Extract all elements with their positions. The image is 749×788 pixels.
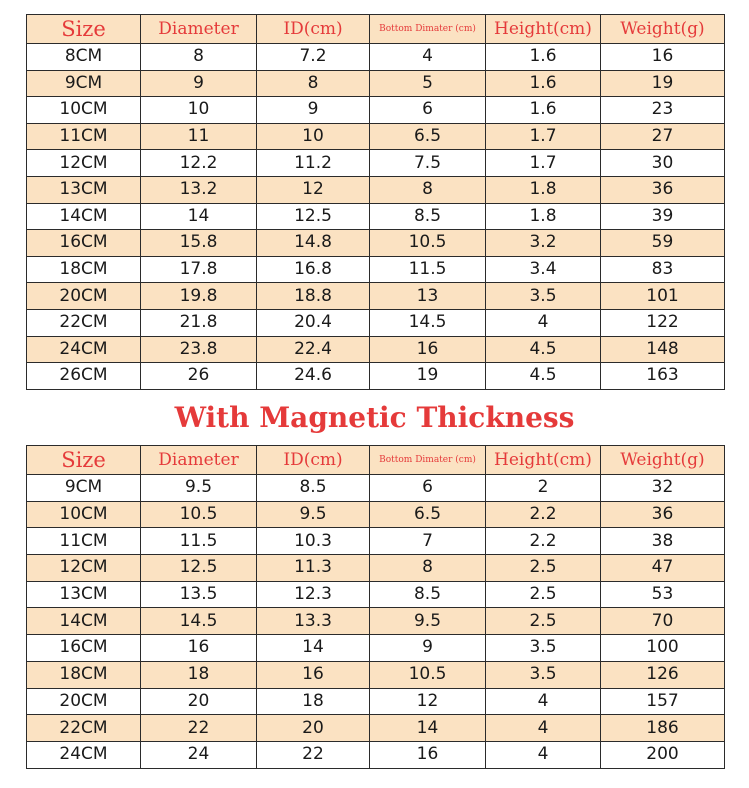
cell-height: 1.7 [486,150,601,177]
cell-height: 2.5 [486,555,601,582]
cell-diameter: 13.5 [141,581,257,608]
cell-size: 16CM [27,230,141,257]
cell-id: 11.2 [257,150,370,177]
cell-bottom-diameter: 14.5 [370,309,486,336]
cell-size: 11CM [27,123,141,150]
cell-height: 3.5 [486,635,601,662]
cell-diameter: 12.2 [141,150,257,177]
cell-height: 4 [486,715,601,742]
cell-height: 2.5 [486,581,601,608]
cell-id: 16.8 [257,256,370,283]
cell-bottom-diameter: 14 [370,715,486,742]
table-row [27,283,725,310]
cell-height: 1.6 [486,44,601,71]
cell-diameter: 8 [141,44,257,71]
header-id: ID(cm) [257,446,370,475]
cell-weight: 36 [601,176,725,203]
cell-height: 1.6 [486,70,601,97]
cell-weight: 47 [601,555,725,582]
cell-bottom-diameter: 5 [370,70,486,97]
cell-bottom-diameter: 4 [370,44,486,71]
cell-weight: 70 [601,608,725,635]
cell-diameter: 9.5 [141,475,257,502]
cell-bottom-diameter: 19 [370,363,486,390]
cell-size: 18CM [27,256,141,283]
cell-weight: 83 [601,256,725,283]
cell-height: 4 [486,741,601,768]
table-row [27,688,725,715]
cell-weight: 38 [601,528,725,555]
cell-bottom-diameter: 13 [370,283,486,310]
size-table-magnetic [26,445,725,769]
table-row [27,309,725,336]
cell-size: 20CM [27,283,141,310]
cell-id: 24.6 [257,363,370,390]
cell-diameter: 16 [141,635,257,662]
table-row [27,203,725,230]
cell-diameter: 22 [141,715,257,742]
header-height: Height(cm) [486,15,601,44]
cell-bottom-diameter: 6 [370,475,486,502]
cell-weight: 23 [601,97,725,124]
cell-bottom-diameter: 10.5 [370,661,486,688]
header-weight: Weight(g) [601,446,725,475]
table-body [27,44,725,390]
cell-weight: 186 [601,715,725,742]
cell-bottom-diameter: 6.5 [370,123,486,150]
cell-bottom-diameter: 8 [370,176,486,203]
cell-id: 16 [257,661,370,688]
cell-bottom-diameter: 10.5 [370,230,486,257]
header-size: Size [27,15,141,44]
cell-size: 18CM [27,661,141,688]
table-row [27,70,725,97]
cell-diameter: 19.8 [141,283,257,310]
cell-weight: 32 [601,475,725,502]
cell-bottom-diameter: 12 [370,688,486,715]
cell-bottom-diameter: 8.5 [370,581,486,608]
cell-weight: 200 [601,741,725,768]
cell-height: 2.5 [486,608,601,635]
cell-diameter: 11 [141,123,257,150]
cell-size: 13CM [27,581,141,608]
header-bottom-diameter: Bottom Dimater (cm) [370,15,486,44]
cell-size: 14CM [27,203,141,230]
cell-size: 12CM [27,555,141,582]
cell-weight: 39 [601,203,725,230]
table-row [27,715,725,742]
table-row [27,528,725,555]
cell-bottom-diameter: 11.5 [370,256,486,283]
cell-height: 4.5 [486,336,601,363]
cell-height: 1.7 [486,123,601,150]
cell-height: 3.5 [486,661,601,688]
cell-height: 4 [486,309,601,336]
cell-id: 14.8 [257,230,370,257]
cell-bottom-diameter: 9.5 [370,608,486,635]
cell-weight: 126 [601,661,725,688]
cell-weight: 101 [601,283,725,310]
cell-weight: 157 [601,688,725,715]
cell-height: 3.2 [486,230,601,257]
table-row [27,661,725,688]
header-weight: Weight(g) [601,15,725,44]
header-id: ID(cm) [257,15,370,44]
cell-bottom-diameter: 6.5 [370,501,486,528]
table-row [27,97,725,124]
cell-bottom-diameter: 16 [370,336,486,363]
cell-id: 9 [257,97,370,124]
cell-size: 24CM [27,336,141,363]
header-size: Size [27,446,141,475]
cell-id: 14 [257,635,370,662]
cell-bottom-diameter: 7 [370,528,486,555]
header-diameter: Diameter [141,446,257,475]
cell-weight: 30 [601,150,725,177]
cell-size: 24CM [27,741,141,768]
table-row [27,608,725,635]
cell-id: 12.5 [257,203,370,230]
cell-size: 14CM [27,608,141,635]
cell-bottom-diameter: 16 [370,741,486,768]
cell-diameter: 11.5 [141,528,257,555]
cell-diameter: 21.8 [141,309,257,336]
cell-size: 22CM [27,715,141,742]
table-row [27,581,725,608]
cell-id: 18.8 [257,283,370,310]
cell-size: 12CM [27,150,141,177]
cell-height: 2.2 [486,528,601,555]
cell-size: 10CM [27,501,141,528]
cell-height: 2.2 [486,501,601,528]
table-row [27,44,725,71]
cell-id: 22.4 [257,336,370,363]
cell-id: 12.3 [257,581,370,608]
table-row [27,501,725,528]
table-row [27,555,725,582]
cell-id: 20.4 [257,309,370,336]
cell-diameter: 24 [141,741,257,768]
cell-height: 1.8 [486,176,601,203]
cell-id: 8.5 [257,475,370,502]
cell-size: 8CM [27,44,141,71]
cell-diameter: 13.2 [141,176,257,203]
cell-weight: 27 [601,123,725,150]
cell-size: 11CM [27,528,141,555]
table-row [27,123,725,150]
cell-weight: 122 [601,309,725,336]
cell-weight: 19 [601,70,725,97]
section-title: With Magnetic Thickness [174,401,575,434]
cell-height: 1.6 [486,97,601,124]
cell-diameter: 15.8 [141,230,257,257]
cell-diameter: 10.5 [141,501,257,528]
cell-height: 3.5 [486,283,601,310]
table-row [27,150,725,177]
cell-diameter: 26 [141,363,257,390]
cell-weight: 36 [601,501,725,528]
cell-diameter: 20 [141,688,257,715]
cell-diameter: 9 [141,70,257,97]
cell-height: 1.8 [486,203,601,230]
cell-weight: 16 [601,44,725,71]
table-row [27,635,725,662]
cell-id: 9.5 [257,501,370,528]
cell-id: 20 [257,715,370,742]
cell-weight: 53 [601,581,725,608]
header-diameter: Diameter [141,15,257,44]
cell-id: 22 [257,741,370,768]
table-row [27,336,725,363]
cell-id: 7.2 [257,44,370,71]
table-row [27,176,725,203]
cell-weight: 148 [601,336,725,363]
cell-size: 20CM [27,688,141,715]
cell-bottom-diameter: 8.5 [370,203,486,230]
cell-bottom-diameter: 8 [370,555,486,582]
cell-id: 10.3 [257,528,370,555]
cell-size: 9CM [27,475,141,502]
table-header-row [27,15,725,44]
table-row [27,256,725,283]
cell-size: 10CM [27,97,141,124]
table-row [27,475,725,502]
cell-id: 13.3 [257,608,370,635]
cell-height: 3.4 [486,256,601,283]
cell-id: 18 [257,688,370,715]
cell-diameter: 12.5 [141,555,257,582]
cell-bottom-diameter: 9 [370,635,486,662]
size-table-standard [26,14,725,390]
cell-height: 4.5 [486,363,601,390]
cell-height: 4 [486,688,601,715]
cell-size: 13CM [27,176,141,203]
cell-diameter: 23.8 [141,336,257,363]
cell-size: 26CM [27,363,141,390]
cell-id: 11.3 [257,555,370,582]
table-row [27,363,725,390]
cell-weight: 59 [601,230,725,257]
cell-diameter: 14.5 [141,608,257,635]
cell-bottom-diameter: 7.5 [370,150,486,177]
cell-diameter: 18 [141,661,257,688]
cell-bottom-diameter: 6 [370,97,486,124]
table-body [27,475,725,769]
cell-diameter: 17.8 [141,256,257,283]
cell-weight: 163 [601,363,725,390]
cell-size: 22CM [27,309,141,336]
table-row [27,741,725,768]
cell-size: 9CM [27,70,141,97]
cell-diameter: 10 [141,97,257,124]
cell-id: 8 [257,70,370,97]
cell-size: 16CM [27,635,141,662]
cell-id: 12 [257,176,370,203]
cell-height: 2 [486,475,601,502]
header-height: Height(cm) [486,446,601,475]
cell-id: 10 [257,123,370,150]
cell-weight: 100 [601,635,725,662]
table-row [27,230,725,257]
table-header-row [27,446,725,475]
header-bottom-diameter: Bottom Dimater (cm) [370,446,486,475]
cell-diameter: 14 [141,203,257,230]
